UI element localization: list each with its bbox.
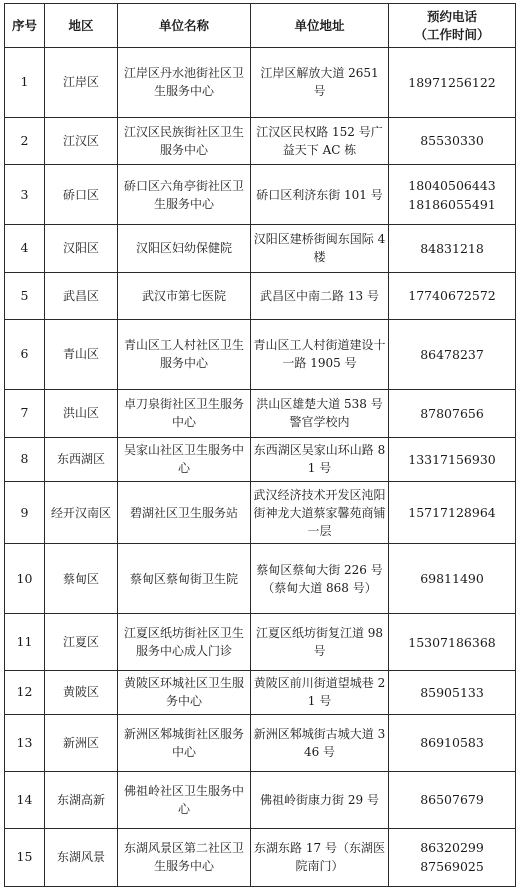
table-row — [5, 481, 516, 543]
table-row — [5, 771, 516, 828]
row-phone — [389, 389, 516, 437]
row-index: 1 — [5, 48, 45, 118]
table-row — [5, 117, 516, 164]
table-body — [5, 48, 516, 887]
row-district: 硚口区 — [45, 165, 118, 225]
row-address: 新洲区邾城街古城大道 346 号 — [251, 715, 389, 772]
row-unit: 新洲区邾城街社区服务中心 — [118, 715, 251, 772]
row-district: 武昌区 — [45, 272, 118, 319]
table-row — [5, 715, 516, 772]
row-address: 青山区工人村街道建设十一路 1905 号 — [251, 319, 389, 389]
phone-number: 85905133 — [420, 684, 484, 700]
phone-number: 85530330 — [420, 133, 484, 149]
table-row — [5, 544, 516, 614]
phone-number: 69811490 — [420, 571, 484, 587]
header-phone — [389, 4, 516, 48]
row-phone — [389, 715, 516, 772]
row-phone — [389, 828, 516, 886]
header-unit: 单位名称 — [118, 4, 251, 48]
row-district: 江夏区 — [45, 614, 118, 671]
row-index: 9 — [5, 481, 45, 543]
row-phone — [389, 319, 516, 389]
row-address: 硚口区利济东街 101 号 — [251, 165, 389, 225]
phone-number: 15307186368 — [408, 634, 496, 650]
table-row — [5, 272, 516, 319]
row-index: 10 — [5, 544, 45, 614]
row-phone — [389, 544, 516, 614]
row-address: 江岸区解放大道 2651 号 — [251, 48, 389, 118]
row-phone — [389, 117, 516, 164]
row-address: 东西湖区吴家山环山路 81 号 — [251, 437, 389, 481]
phone-number: 18971256122 — [408, 74, 496, 90]
row-index: 15 — [5, 828, 45, 886]
row-unit: 吴家山社区卫生服务中心 — [118, 437, 251, 481]
row-unit: 汉阳区妇幼保健院 — [118, 225, 251, 272]
table-row — [5, 165, 516, 225]
row-unit: 佛祖岭社区卫生服务中心 — [118, 771, 251, 828]
row-address: 汉阳区建桥街闽东国际 4 楼 — [251, 225, 389, 272]
row-phone — [389, 272, 516, 319]
phone-number: 17740672572 — [408, 288, 496, 304]
row-phone — [389, 48, 516, 118]
phone-number: 86478237 — [420, 346, 484, 362]
row-unit: 黄陂区环城社区卫生服务中心 — [118, 670, 251, 714]
row-unit: 江岸区丹水池街社区卫生服务中心 — [118, 48, 251, 118]
phone-number: 18186055491 — [408, 196, 496, 212]
table-row — [5, 437, 516, 481]
row-unit: 硚口区六角亭街社区卫生服务中心 — [118, 165, 251, 225]
row-district: 洪山区 — [45, 389, 118, 437]
row-index: 11 — [5, 614, 45, 671]
row-index: 8 — [5, 437, 45, 481]
phone-number: 13317156930 — [408, 451, 496, 467]
phone-number: 86320299 — [420, 840, 484, 856]
row-district: 东湖风景 — [45, 828, 118, 886]
row-address: 江夏区纸坊街复江道 98 号 — [251, 614, 389, 671]
header-address: 单位地址 — [251, 4, 389, 48]
header-district: 地区 — [45, 4, 118, 48]
row-phone — [389, 771, 516, 828]
table-row — [5, 614, 516, 671]
table-row — [5, 48, 516, 118]
row-unit: 江汉区民族街社区卫生服务中心 — [118, 117, 251, 164]
row-phone — [389, 437, 516, 481]
header-phone-line1: 预约电话 — [426, 8, 477, 24]
row-phone — [389, 225, 516, 272]
phone-number: 15717128964 — [408, 505, 496, 521]
table-row — [5, 225, 516, 272]
row-district: 江汉区 — [45, 117, 118, 164]
row-unit: 碧湖社区卫生服务站 — [118, 481, 251, 543]
row-district: 蔡甸区 — [45, 544, 118, 614]
row-district: 汉阳区 — [45, 225, 118, 272]
row-district: 黄陂区 — [45, 670, 118, 714]
row-phone — [389, 670, 516, 714]
row-address: 江汉区民权路 152 号广益天下 AC 栋 — [251, 117, 389, 164]
phone-number: 87569025 — [420, 859, 484, 875]
row-district: 青山区 — [45, 319, 118, 389]
row-phone — [389, 165, 516, 225]
header-phone-line2: （工作时间） — [414, 26, 490, 42]
row-address: 武昌区中南二路 13 号 — [251, 272, 389, 319]
row-unit: 青山区工人村社区卫生服务中心 — [118, 319, 251, 389]
row-index: 14 — [5, 771, 45, 828]
row-phone — [389, 481, 516, 543]
row-index: 13 — [5, 715, 45, 772]
header-row — [5, 4, 516, 48]
phone-number: 18040506443 — [408, 177, 496, 193]
row-index: 5 — [5, 272, 45, 319]
header-index: 序号 — [5, 4, 45, 48]
row-unit: 武汉市第七医院 — [118, 272, 251, 319]
row-address: 武汉经济技术开发区沌阳街神龙大道蔡家馨苑商铺一层 — [251, 481, 389, 543]
row-index: 2 — [5, 117, 45, 164]
row-index: 6 — [5, 319, 45, 389]
row-unit: 江夏区纸坊街社区卫生服务中心成人门诊 — [118, 614, 251, 671]
row-index: 3 — [5, 165, 45, 225]
row-district: 新洲区 — [45, 715, 118, 772]
table-row — [5, 389, 516, 437]
row-address: 东湖东路 17 号（东湖医院南门） — [251, 828, 389, 886]
phone-number: 86910583 — [420, 735, 484, 751]
row-index: 4 — [5, 225, 45, 272]
phone-number: 87807656 — [420, 405, 484, 421]
table-row — [5, 319, 516, 389]
row-address: 黄陂区前川街道望城巷 21 号 — [251, 670, 389, 714]
row-address: 蔡甸区蔡甸大街 226 号（蔡甸大道 868 号） — [251, 544, 389, 614]
table-row — [5, 828, 516, 886]
row-index: 12 — [5, 670, 45, 714]
row-district: 东湖高新 — [45, 771, 118, 828]
row-unit: 蔡甸区蔡甸街卫生院 — [118, 544, 251, 614]
row-index: 7 — [5, 389, 45, 437]
row-unit: 卓刀泉街社区卫生服务中心 — [118, 389, 251, 437]
row-address: 佛祖岭街康力街 29 号 — [251, 771, 389, 828]
row-phone — [389, 614, 516, 671]
table-row — [5, 670, 516, 714]
row-district: 经开汉南区 — [45, 481, 118, 543]
row-unit: 东湖风景区第二社区卫生服务中心 — [118, 828, 251, 886]
clinic-table — [4, 3, 516, 887]
row-district: 东西湖区 — [45, 437, 118, 481]
phone-number: 84831218 — [420, 240, 484, 256]
row-district: 江岸区 — [45, 48, 118, 118]
phone-number: 86507679 — [420, 792, 484, 808]
row-address: 洪山区雄楚大道 538 号警官学校内 — [251, 389, 389, 437]
